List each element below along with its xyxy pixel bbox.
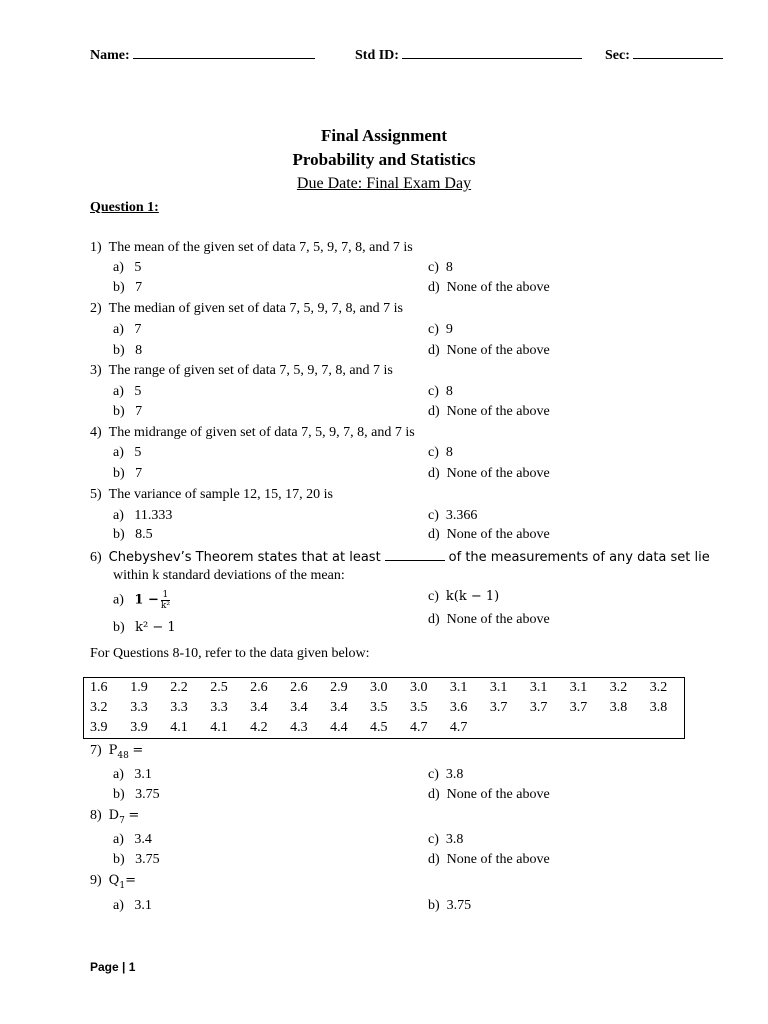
q8-option-d[interactable]: d) None of the above [428,852,550,867]
sec-label: Sec: [605,48,630,63]
q2-option-a[interactable]: a) 7 [113,322,142,337]
name-field[interactable] [90,46,315,64]
table-cell: 3.8 [609,700,628,715]
sec-field[interactable] [605,46,723,64]
table-cell [524,718,564,739]
table-cell: 3.0 [370,680,388,695]
table-cell: 4.4 [330,720,348,735]
table-cell: 3.4 [330,700,348,715]
doc-title: Final Assignment [320,126,448,145]
table-cell: 4.7 [409,720,428,735]
table-row [84,678,685,699]
table-cell: 2.6 [290,680,308,695]
table-cell [484,718,524,739]
q5-option-b[interactable]: b) 8.5 [113,527,153,542]
stdid-input[interactable] [402,46,582,59]
data-intro: For Questions 8-10, refer to the data given below: [90,646,370,661]
q1-option-c[interactable]: c) 8 [428,260,453,275]
table-row [84,698,685,718]
table-cell [604,718,644,739]
stdid-field[interactable] [355,46,582,64]
question-4: 4) The midrange of given set of data 7, 5, 9, 7, 8, and 7 is [90,425,415,440]
table-cell: 3.3 [210,700,228,715]
q4-option-d[interactable]: d) None of the above [428,466,550,481]
table-cell: 3.6 [449,700,468,715]
q2-option-b[interactable]: b) 8 [113,343,143,358]
table-cell: 3.4 [250,700,268,715]
q4-option-a[interactable]: a) 5 [113,445,142,460]
blank-line [385,548,445,561]
doc-subtitle: Probability and Statistics [292,150,476,169]
q7-option-b[interactable]: b) 3.75 [113,787,160,802]
question-1: 1) The mean of the given set of data 7, 5, 9, 7, 8, and 7 is [90,240,413,255]
table-cell: 4.1 [170,720,188,735]
q1-option-d[interactable]: d) None of the above [428,280,550,295]
table-cell: 3.2 [609,680,628,695]
data-table [83,677,685,739]
table-cell: 3.0 [409,680,428,695]
section-heading: Question 1: [90,200,159,215]
q6-option-d[interactable]: d) None of the above [428,612,550,627]
name-input[interactable] [133,46,315,59]
table-cell: 3.4 [290,700,308,715]
q9-option-a[interactable]: a) 3.1 [113,898,152,913]
table-cell: 3.1 [529,680,548,695]
table-cell: 2.6 [250,680,268,695]
table-cell: 2.5 [210,680,228,695]
table-cell: 3.5 [370,700,388,715]
q5-option-a[interactable]: a) 11.333 [113,508,173,523]
table-cell: 3.3 [130,700,148,715]
q3-option-a[interactable]: a) 5 [113,384,142,399]
q1-option-b[interactable]: b) 7 [113,280,143,295]
table-cell: 3.7 [489,700,508,715]
q8-option-a[interactable]: a) 3.4 [113,832,152,847]
table-cell: 3.1 [449,680,468,695]
table-cell [564,718,604,739]
q5-option-c[interactable]: c) 3.366 [428,508,478,523]
table-cell: 3.5 [409,700,428,715]
q5-option-d[interactable]: d) None of the above [428,527,550,542]
q8-option-c[interactable]: c) 3.8 [428,832,464,847]
question-7: 7) $P_{48}$ = [90,743,144,761]
name-label: Name: [90,48,130,63]
question-9: 9) $Q_1=$ [90,873,136,891]
table-cell: 3.2 [649,680,668,695]
table-cell: 4.1 [210,720,228,735]
page-footer: Page | 1 [90,960,136,974]
table-cell: 4.2 [250,720,268,735]
table-cell: 2.9 [330,680,348,695]
due-date: Due Date: Final Exam Day [296,175,472,192]
q2-option-d[interactable]: d) None of the above [428,343,550,358]
q1-option-a[interactable]: a) 5 [113,260,142,275]
q6-option-b[interactable]: b) k² − 1 [113,620,176,635]
q7-option-c[interactable]: c) 3.8 [428,767,464,782]
q2-option-c[interactable]: c) 9 [428,322,453,337]
q9-option-b[interactable]: b) 3.75 [428,898,472,913]
table-cell: 2.2 [170,680,188,695]
table-cell: 3.7 [529,700,548,715]
table-cell [644,718,685,739]
q8-option-b[interactable]: b) 3.75 [113,852,160,867]
question-3: 3) The range of given set of data 7, 5, 9, 7, 8, and 7 is [90,363,393,378]
question-6: 6) Chebyshev’s Theorem states that at least of the measurements of any data set lie [90,550,710,565]
q4-option-b[interactable]: b) 7 [113,466,143,481]
q3-option-c[interactable]: c) 8 [428,384,453,399]
table-cell: 4.5 [370,720,388,735]
table-cell: 4.7 [449,720,468,735]
table-cell: 3.7 [569,700,588,715]
table-cell: 4.3 [290,720,308,735]
q6-option-c[interactable]: c) k(k − 1) [428,589,500,604]
question-2: 2) The median of given set of data 7, 5, 9, 7, 8, and 7 is [90,301,403,316]
table-cell: 3.9 [90,720,108,735]
table-cell: 3.1 [489,680,508,695]
q7-option-a[interactable]: a) 3.1 [113,767,152,782]
q7-option-d[interactable]: d) None of the above [428,787,550,802]
table-cell: 3.2 [90,700,108,715]
q6-option-a[interactable]: a) 1 − $\frac{1}{\text{k²}}$ [113,590,170,611]
table-cell: 3.9 [130,720,148,735]
question-5: 5) The variance of sample 12, 15, 17, 20 is [90,487,333,502]
table-cell: 1.9 [130,680,148,695]
q3-option-b[interactable]: b) 7 [113,404,143,419]
q3-option-d[interactable]: d) None of the above [428,404,550,419]
table-cell: 1.6 [90,680,108,695]
table-row [84,718,685,739]
sec-input[interactable] [633,46,723,59]
stdid-label: Std ID: [355,48,399,63]
question-6-line2: within k standard deviations of the mean: [113,568,345,583]
question-8: 8) $D_7$ = [90,808,140,826]
q4-option-c[interactable]: c) 8 [428,445,453,460]
table-cell: 3.1 [569,680,588,695]
table-cell: 3.8 [649,700,668,715]
table-cell: 3.3 [170,700,188,715]
